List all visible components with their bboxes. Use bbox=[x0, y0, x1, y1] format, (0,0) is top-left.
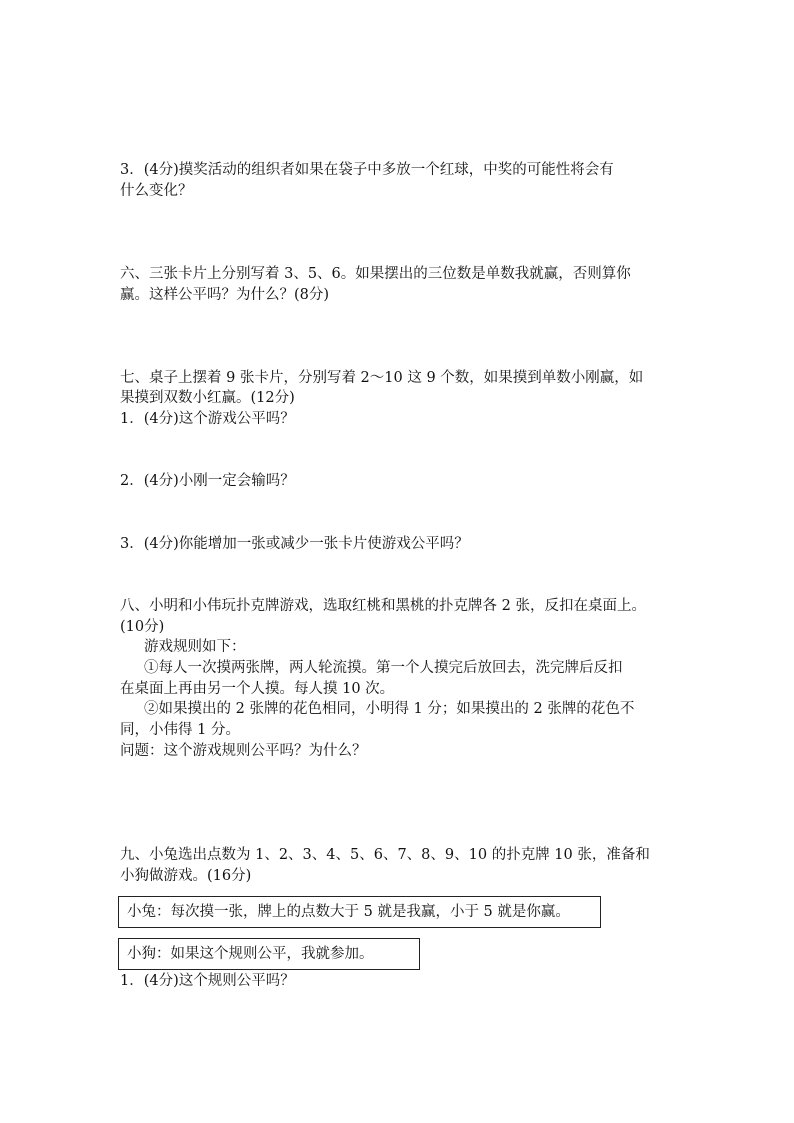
q8-rules-title: 游戏规则如下： bbox=[144, 639, 246, 655]
q8-text-line1: 八、小明和小伟玩扑克牌游戏，选取红桃和黑桃的扑克牌各 2 张，反扣在桌面上。 bbox=[120, 598, 646, 614]
dog-speech-text: 小狗：如果这个规则公平，我就参加。 bbox=[127, 946, 374, 962]
dog-speech-box bbox=[118, 938, 420, 970]
rabbit-speech-box bbox=[118, 896, 601, 928]
q3-text-line2: 什么变化？ bbox=[120, 183, 193, 199]
q7-text-line1: 七、桌子上摆着 9 张卡片，分别写着 2～10 这 9 个数，如果摸到单数小刚赢，如 bbox=[120, 370, 644, 386]
q6-text-line2: 赢。这样公平吗？为什么？(8分) bbox=[120, 287, 330, 303]
q9-text-line1: 九、小兔选出点数为 1、2、3、4、5、6、7、8、9、10 的扑克牌 10 张，准备和 bbox=[120, 847, 650, 863]
q9-sub1: 1．(4分)这个规则公平吗？ bbox=[120, 973, 295, 989]
q8-rule1-line1: ①每人一次摸两张牌，两人轮流摸。第一个人摸完后放回去，洗完牌后反扣 bbox=[144, 660, 623, 676]
q7-sub1: 1．(4分)这个游戏公平吗？ bbox=[120, 411, 295, 427]
q8-rule2-line2: 同，小伟得 1 分。 bbox=[120, 722, 240, 738]
q6-text-line1: 六、三张卡片上分别写着 3、5、6。如果摆出的三位数是单数我就赢，否则算你 bbox=[120, 266, 631, 282]
q8-rule1-line2: 在桌面上再由另一个人摸。每人摸 10 次。 bbox=[120, 681, 395, 697]
q3-text-line1: 3．(4分)摸奖活动的组织者如果在袋子中多放一个红球，中奖的可能性将会有 bbox=[120, 162, 614, 178]
q7-text-line2: 果摸到双数小红赢。(12分) bbox=[120, 390, 295, 406]
rabbit-speech-text: 小兔：每次摸一张，牌上的点数大于 5 就是我赢，小于 5 就是你赢。 bbox=[127, 904, 570, 920]
q9-text-line2: 小狗做游戏。(16分) bbox=[120, 868, 252, 884]
q8-text-line2: (10分) bbox=[120, 619, 165, 635]
q7-sub3: 3．(4分)你能增加一张或减少一张卡片使游戏公平吗？ bbox=[120, 536, 469, 552]
q7-sub2: 2．(4分)小刚一定会输吗？ bbox=[120, 473, 295, 489]
q8-question: 问题：这个游戏规则公平吗？为什么？ bbox=[120, 743, 367, 759]
q8-rule2-line1: ②如果摸出的 2 张牌的花色相同，小明得 1 分；如果摸出的 2 张牌的花色不 bbox=[144, 701, 635, 717]
